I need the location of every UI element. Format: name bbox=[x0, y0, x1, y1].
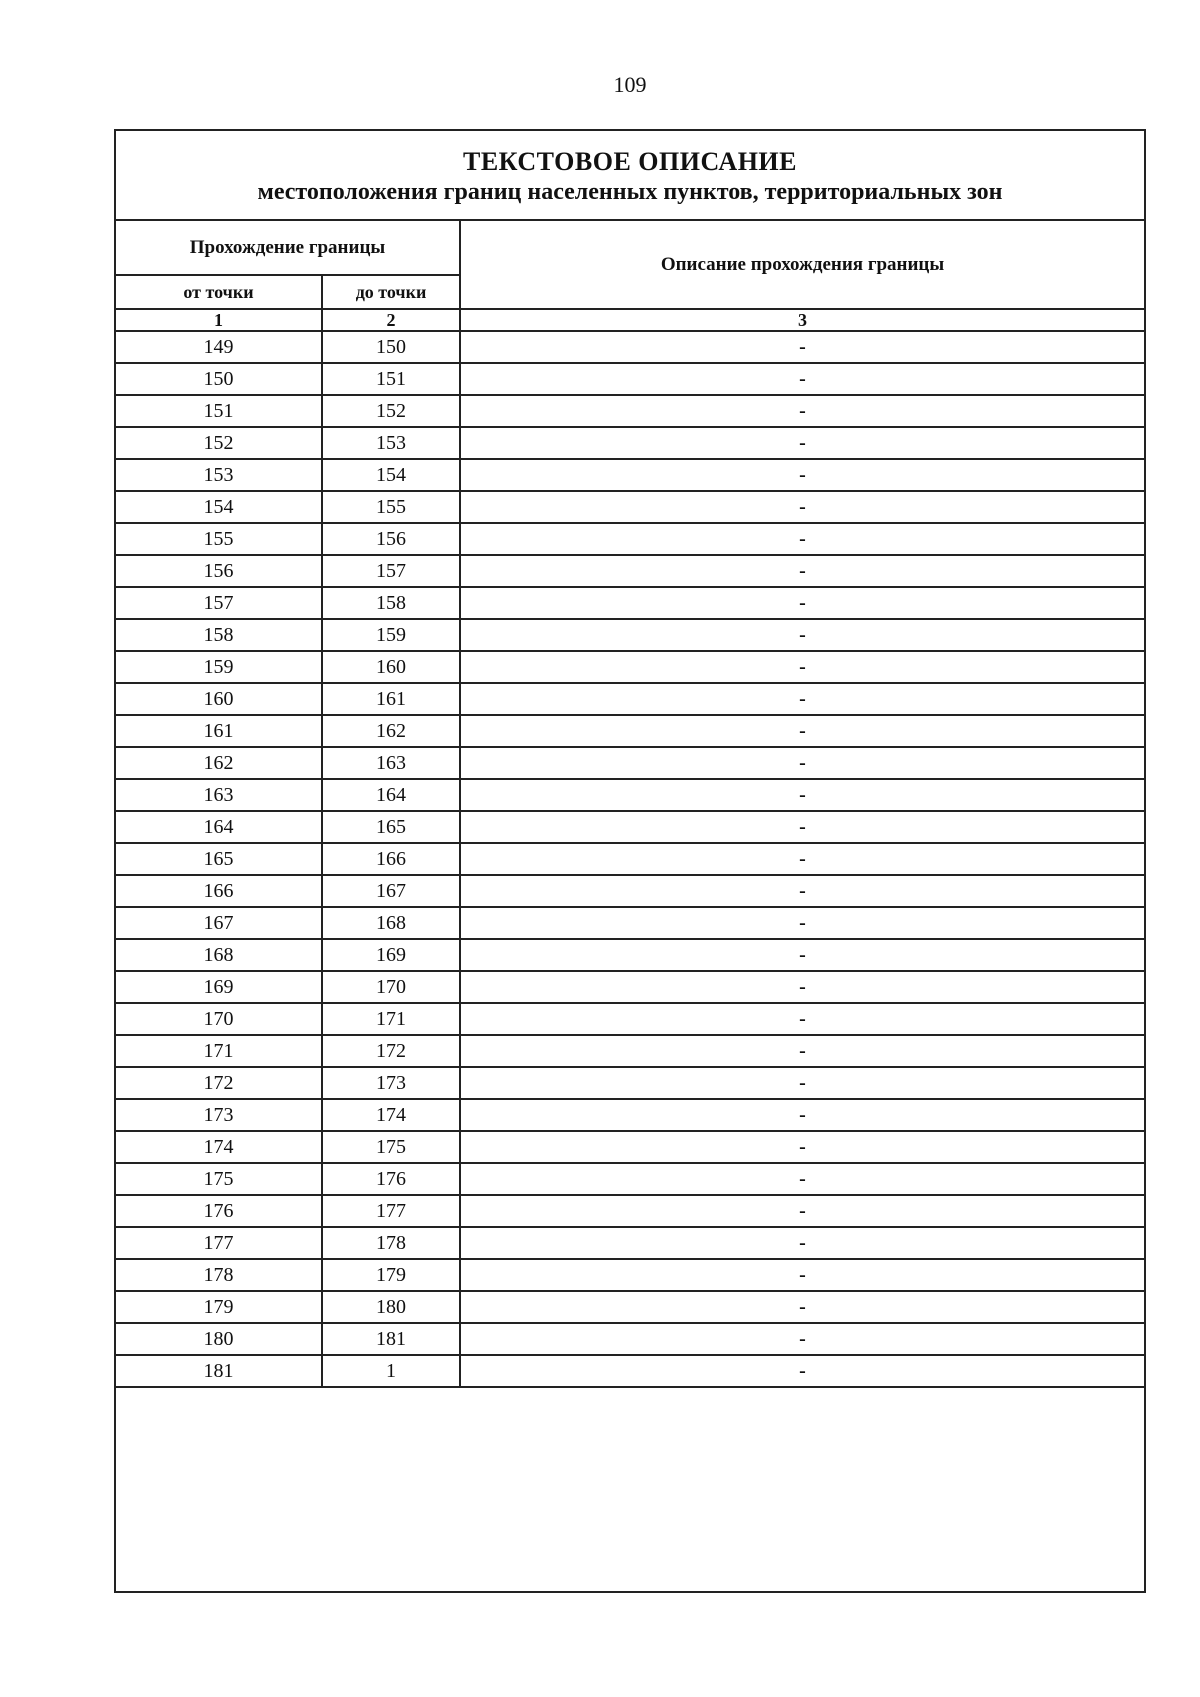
from-point-cell: 174 bbox=[116, 1131, 322, 1163]
description-cell: - bbox=[460, 779, 1144, 811]
description-cell: - bbox=[460, 1003, 1144, 1035]
from-point-cell: 181 bbox=[116, 1355, 322, 1387]
table-row bbox=[116, 1355, 1144, 1387]
to-point-cell: 175 bbox=[322, 1131, 460, 1163]
description-cell: - bbox=[460, 331, 1144, 363]
to-point-cell: 156 bbox=[322, 523, 460, 555]
to-point-cell: 157 bbox=[322, 555, 460, 587]
description-cell: - bbox=[460, 651, 1144, 683]
table-row bbox=[116, 779, 1144, 811]
description-cell: - bbox=[460, 1259, 1144, 1291]
from-point-cell: 180 bbox=[116, 1323, 322, 1355]
to-point-cell: 178 bbox=[322, 1227, 460, 1259]
table-row bbox=[116, 363, 1144, 395]
from-point-cell: 177 bbox=[116, 1227, 322, 1259]
to-point-cell: 169 bbox=[322, 939, 460, 971]
table-row bbox=[116, 1195, 1144, 1227]
description-cell: - bbox=[460, 619, 1144, 651]
to-point-cell: 158 bbox=[322, 587, 460, 619]
to-point-cell: 173 bbox=[322, 1067, 460, 1099]
description-cell: - bbox=[460, 1131, 1144, 1163]
to-point-cell: 170 bbox=[322, 971, 460, 1003]
table-row bbox=[116, 395, 1144, 427]
description-cell: - bbox=[460, 1163, 1144, 1195]
to-point-cell: 179 bbox=[322, 1259, 460, 1291]
table-body bbox=[116, 331, 1144, 1387]
description-cell: - bbox=[460, 683, 1144, 715]
table-row bbox=[116, 459, 1144, 491]
from-point-cell: 175 bbox=[116, 1163, 322, 1195]
to-point-cell: 162 bbox=[322, 715, 460, 747]
description-cell: - bbox=[460, 843, 1144, 875]
page-number: 109 bbox=[613, 72, 647, 97]
title-block bbox=[116, 131, 1144, 221]
description-cell: - bbox=[460, 1099, 1144, 1131]
table-row bbox=[116, 747, 1144, 779]
description-cell: - bbox=[460, 971, 1144, 1003]
from-point-cell: 156 bbox=[116, 555, 322, 587]
from-point-cell: 173 bbox=[116, 1099, 322, 1131]
table-row bbox=[116, 1291, 1144, 1323]
to-point-cell: 1 bbox=[322, 1355, 460, 1387]
to-point-cell: 172 bbox=[322, 1035, 460, 1067]
document-frame bbox=[114, 129, 1146, 1593]
description-cell: - bbox=[460, 1291, 1144, 1323]
description-cell: - bbox=[460, 1195, 1144, 1227]
from-point-cell: 168 bbox=[116, 939, 322, 971]
to-point-cell: 176 bbox=[322, 1163, 460, 1195]
to-point-cell: 165 bbox=[322, 811, 460, 843]
from-point-cell: 157 bbox=[116, 587, 322, 619]
from-point-cell: 170 bbox=[116, 1003, 322, 1035]
document-subtitle: местоположения границ населенных пунктов, территориальных зон bbox=[257, 179, 1003, 205]
table-row bbox=[116, 651, 1144, 683]
from-point-cell: 167 bbox=[116, 907, 322, 939]
column-number-3: 3 bbox=[460, 309, 1144, 331]
from-point-cell: 155 bbox=[116, 523, 322, 555]
table-row bbox=[116, 491, 1144, 523]
table-row bbox=[116, 555, 1144, 587]
from-point-cell: 171 bbox=[116, 1035, 322, 1067]
from-point-cell: 164 bbox=[116, 811, 322, 843]
to-point-cell: 163 bbox=[322, 747, 460, 779]
from-point-cell: 178 bbox=[116, 1259, 322, 1291]
description-header: Описание прохождения границы bbox=[460, 221, 1144, 309]
description-cell: - bbox=[460, 747, 1144, 779]
table-row bbox=[116, 523, 1144, 555]
table-row bbox=[116, 1099, 1144, 1131]
from-point-cell: 166 bbox=[116, 875, 322, 907]
from-point-cell: 154 bbox=[116, 491, 322, 523]
to-point-cell: 171 bbox=[322, 1003, 460, 1035]
description-cell: - bbox=[460, 587, 1144, 619]
table-row bbox=[116, 587, 1144, 619]
from-point-cell: 179 bbox=[116, 1291, 322, 1323]
table-row bbox=[116, 971, 1144, 1003]
description-cell: - bbox=[460, 395, 1144, 427]
to-point-cell: 164 bbox=[322, 779, 460, 811]
from-point-cell: 169 bbox=[116, 971, 322, 1003]
to-point-cell: 160 bbox=[322, 651, 460, 683]
table-row bbox=[116, 331, 1144, 363]
description-cell: - bbox=[460, 459, 1144, 491]
to-point-cell: 153 bbox=[322, 427, 460, 459]
table-row bbox=[116, 1035, 1144, 1067]
description-cell: - bbox=[460, 1035, 1144, 1067]
description-cell: - bbox=[460, 1067, 1144, 1099]
description-cell: - bbox=[460, 1323, 1144, 1355]
description-cell: - bbox=[460, 427, 1144, 459]
to-point-cell: 168 bbox=[322, 907, 460, 939]
column-number-1: 1 bbox=[116, 309, 322, 331]
description-cell: - bbox=[460, 939, 1144, 971]
description-cell: - bbox=[460, 907, 1144, 939]
from-point-cell: 172 bbox=[116, 1067, 322, 1099]
description-cell: - bbox=[460, 491, 1144, 523]
to-point-cell: 159 bbox=[322, 619, 460, 651]
from-point-cell: 176 bbox=[116, 1195, 322, 1227]
table-row bbox=[116, 683, 1144, 715]
to-point-cell: 181 bbox=[322, 1323, 460, 1355]
table-row bbox=[116, 1163, 1144, 1195]
document-title: ТЕКСТОВОЕ ОПИСАНИЕ bbox=[462, 147, 797, 176]
table-row bbox=[116, 619, 1144, 651]
to-point-cell: 167 bbox=[322, 875, 460, 907]
description-cell: - bbox=[460, 523, 1144, 555]
column-number-2: 2 bbox=[322, 309, 460, 331]
table-row bbox=[116, 1259, 1144, 1291]
to-point-cell: 154 bbox=[322, 459, 460, 491]
from-point-header: от точки bbox=[116, 275, 322, 309]
table-row bbox=[116, 1131, 1144, 1163]
to-point-cell: 161 bbox=[322, 683, 460, 715]
to-point-cell: 151 bbox=[322, 363, 460, 395]
table-row bbox=[116, 715, 1144, 747]
from-point-cell: 160 bbox=[116, 683, 322, 715]
to-point-cell: 166 bbox=[322, 843, 460, 875]
to-point-cell: 155 bbox=[322, 491, 460, 523]
from-point-cell: 159 bbox=[116, 651, 322, 683]
boundary-table bbox=[116, 221, 1144, 1388]
table-row bbox=[116, 427, 1144, 459]
table-row bbox=[116, 811, 1144, 843]
description-cell: - bbox=[460, 875, 1144, 907]
from-point-cell: 152 bbox=[116, 427, 322, 459]
from-point-cell: 162 bbox=[116, 747, 322, 779]
boundary-passage-header: Прохождение границы bbox=[116, 221, 460, 275]
table-row bbox=[116, 875, 1144, 907]
table-row bbox=[116, 843, 1144, 875]
description-cell: - bbox=[460, 1227, 1144, 1259]
from-point-cell: 158 bbox=[116, 619, 322, 651]
table-row bbox=[116, 1067, 1144, 1099]
to-point-cell: 177 bbox=[322, 1195, 460, 1227]
from-point-cell: 163 bbox=[116, 779, 322, 811]
description-cell: - bbox=[460, 1355, 1144, 1387]
description-cell: - bbox=[460, 363, 1144, 395]
description-cell: - bbox=[460, 555, 1144, 587]
table-row bbox=[116, 907, 1144, 939]
to-point-cell: 152 bbox=[322, 395, 460, 427]
to-point-cell: 150 bbox=[322, 331, 460, 363]
to-point-cell: 174 bbox=[322, 1099, 460, 1131]
description-cell: - bbox=[460, 811, 1144, 843]
from-point-cell: 150 bbox=[116, 363, 322, 395]
to-point-header: до точки bbox=[322, 275, 460, 309]
table-row bbox=[116, 1003, 1144, 1035]
table-row bbox=[116, 1323, 1144, 1355]
from-point-cell: 151 bbox=[116, 395, 322, 427]
description-cell: - bbox=[460, 715, 1144, 747]
to-point-cell: 180 bbox=[322, 1291, 460, 1323]
table-row bbox=[116, 1227, 1144, 1259]
from-point-cell: 165 bbox=[116, 843, 322, 875]
table-row bbox=[116, 939, 1144, 971]
from-point-cell: 161 bbox=[116, 715, 322, 747]
from-point-cell: 149 bbox=[116, 331, 322, 363]
from-point-cell: 153 bbox=[116, 459, 322, 491]
